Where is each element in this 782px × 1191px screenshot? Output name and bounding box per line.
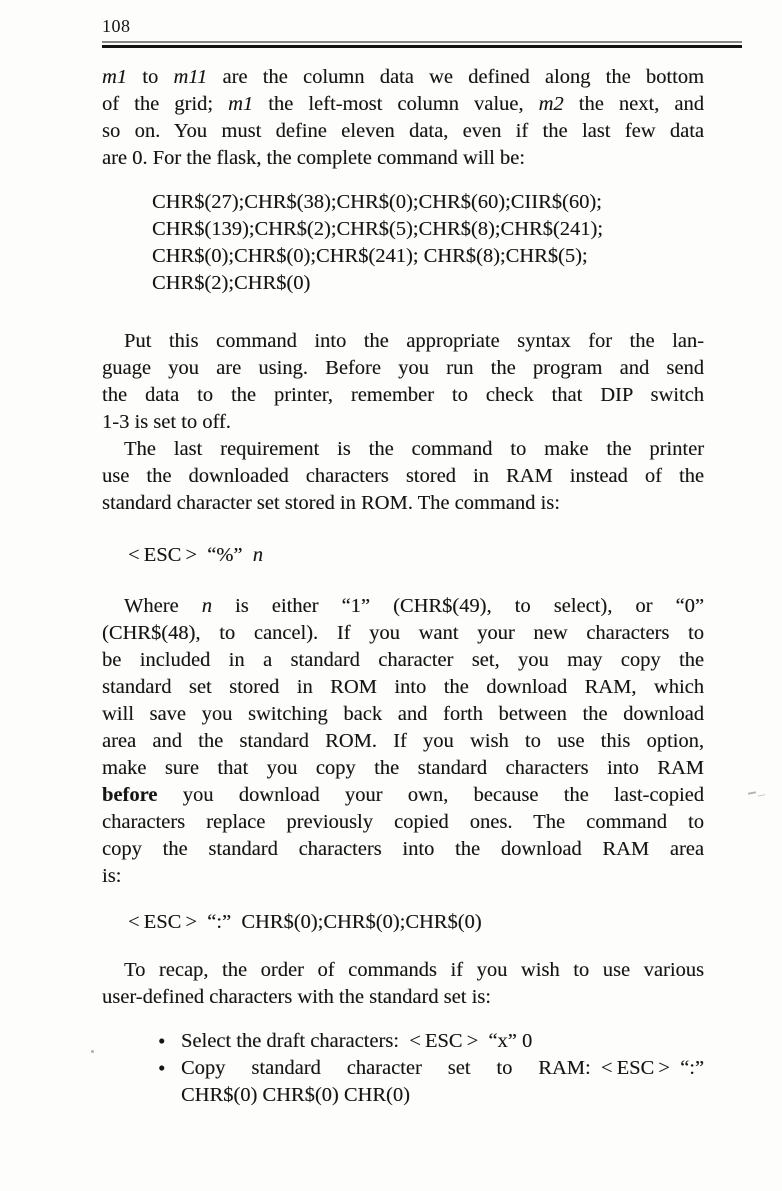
variable-n: n (252, 544, 263, 566)
code-line: CHR$(0);CHR$(0);CHR$(241); CHR$(8);CHR$(5); (152, 245, 588, 267)
text-line: guage you are using. Before you run the program and send (102, 357, 704, 379)
paragraph-syntax (102, 328, 704, 436)
recap-list (158, 1028, 704, 1109)
code-line: CHR$(27);CHR$(38);CHR$(0);CHR$(60);CIIR$(60); (152, 191, 602, 213)
command-text: < ESC > “%” (128, 544, 253, 566)
text-line: (CHR$(48), to cancel). If you want your new characters to (102, 622, 704, 644)
text-line (102, 782, 704, 809)
text-line: area and the standard ROM. If you wish to use this option, (102, 730, 704, 752)
code-line: CHR$(139);CHR$(2);CHR$(5);CHR$(8);CHR$(241); (152, 218, 603, 240)
text-line: characters replace previously copied ones. The command to (102, 811, 704, 833)
text-line: CHR$(0) CHR$(0) CHR(0) (181, 1084, 410, 1106)
esc-percent-command (128, 542, 704, 569)
code-line: CHR$(2);CHR$(0) (152, 272, 311, 294)
variable-m11: m11 (173, 66, 208, 88)
list-item-text (181, 1028, 704, 1055)
text-line: make sure that you copy the standard characters into RAM (102, 757, 704, 779)
page-header (102, 16, 742, 52)
scan-artifact (91, 1050, 94, 1053)
list-item-text (181, 1055, 704, 1109)
text-line: Select the draft characters: < ESC > “x” 0 (181, 1030, 533, 1052)
esc-colon-command: < ESC > “:” CHR$(0);CHR$(0);CHR$(0) (128, 911, 482, 933)
text-line: is: (102, 865, 122, 887)
text-line: so on. You must define eleven data, even if the last few data (102, 120, 704, 142)
text-line: user-defined characters with the standard set is: (102, 986, 491, 1008)
list-item (158, 1055, 704, 1109)
scan-artifact (748, 791, 756, 794)
bullet-icon: • (158, 1029, 166, 1053)
text-line: use the downloaded characters stored in RAM instead of the (102, 465, 704, 487)
bullet-icon: • (158, 1056, 166, 1080)
chr-command-block (152, 189, 704, 297)
text-segment: you download your own, because the last-copied (157, 784, 704, 806)
text-line: Put this command into the appropriate syntax for the lan- (124, 330, 704, 352)
text-line: will save you switching back and forth between the download (102, 703, 704, 725)
variable-m1: m1 (102, 66, 128, 88)
header-rule (102, 45, 742, 48)
list-item (158, 1028, 704, 1055)
text-segment: of the grid; (102, 93, 229, 115)
paragraph-where-n (102, 593, 704, 890)
text-segment: the next, and (563, 93, 704, 115)
paragraph-recap (102, 957, 704, 1011)
text-segment: are the column data we defined along the bottom (207, 66, 704, 88)
paragraph-column-data (102, 64, 704, 172)
text-line: To recap, the order of commands if you wish to use various (124, 959, 704, 981)
text-line: be included in a standard character set, you may copy the (102, 649, 704, 671)
page-number: 108 (102, 16, 131, 36)
text-segment: Where (124, 595, 202, 617)
paragraph-last-requirement (102, 436, 704, 517)
variable-m1: m1 (228, 93, 254, 115)
text-segment: the left-most column value, (253, 93, 539, 115)
text-line: 1-3 is set to off. (102, 411, 231, 433)
text-line: Copy standard character set to RAM: < ESC > “:” (181, 1057, 704, 1079)
text-line (102, 64, 704, 91)
header-rule-thin (102, 41, 742, 43)
text-line: standard character set stored in ROM. The command is: (102, 492, 560, 514)
bold-term-before: before (102, 784, 158, 806)
text-line (102, 593, 704, 620)
text-line: standard set stored in ROM into the download RAM, which (102, 676, 704, 698)
text-line: The last requirement is the command to make the printer (124, 438, 704, 460)
text-line (102, 91, 704, 118)
text-line: are 0. For the flask, the complete command will be: (102, 147, 525, 169)
text-segment: is either “1” (CHR$(49), to select), or “0” (211, 595, 705, 617)
text-segment: to (127, 66, 174, 88)
text-line: the data to the printer, remember to check that DIP switch (102, 384, 704, 406)
page-body (102, 64, 704, 1109)
text-line: copy the standard characters into the download RAM area (102, 838, 704, 860)
variable-n: n (201, 595, 212, 617)
variable-m2: m2 (538, 93, 564, 115)
